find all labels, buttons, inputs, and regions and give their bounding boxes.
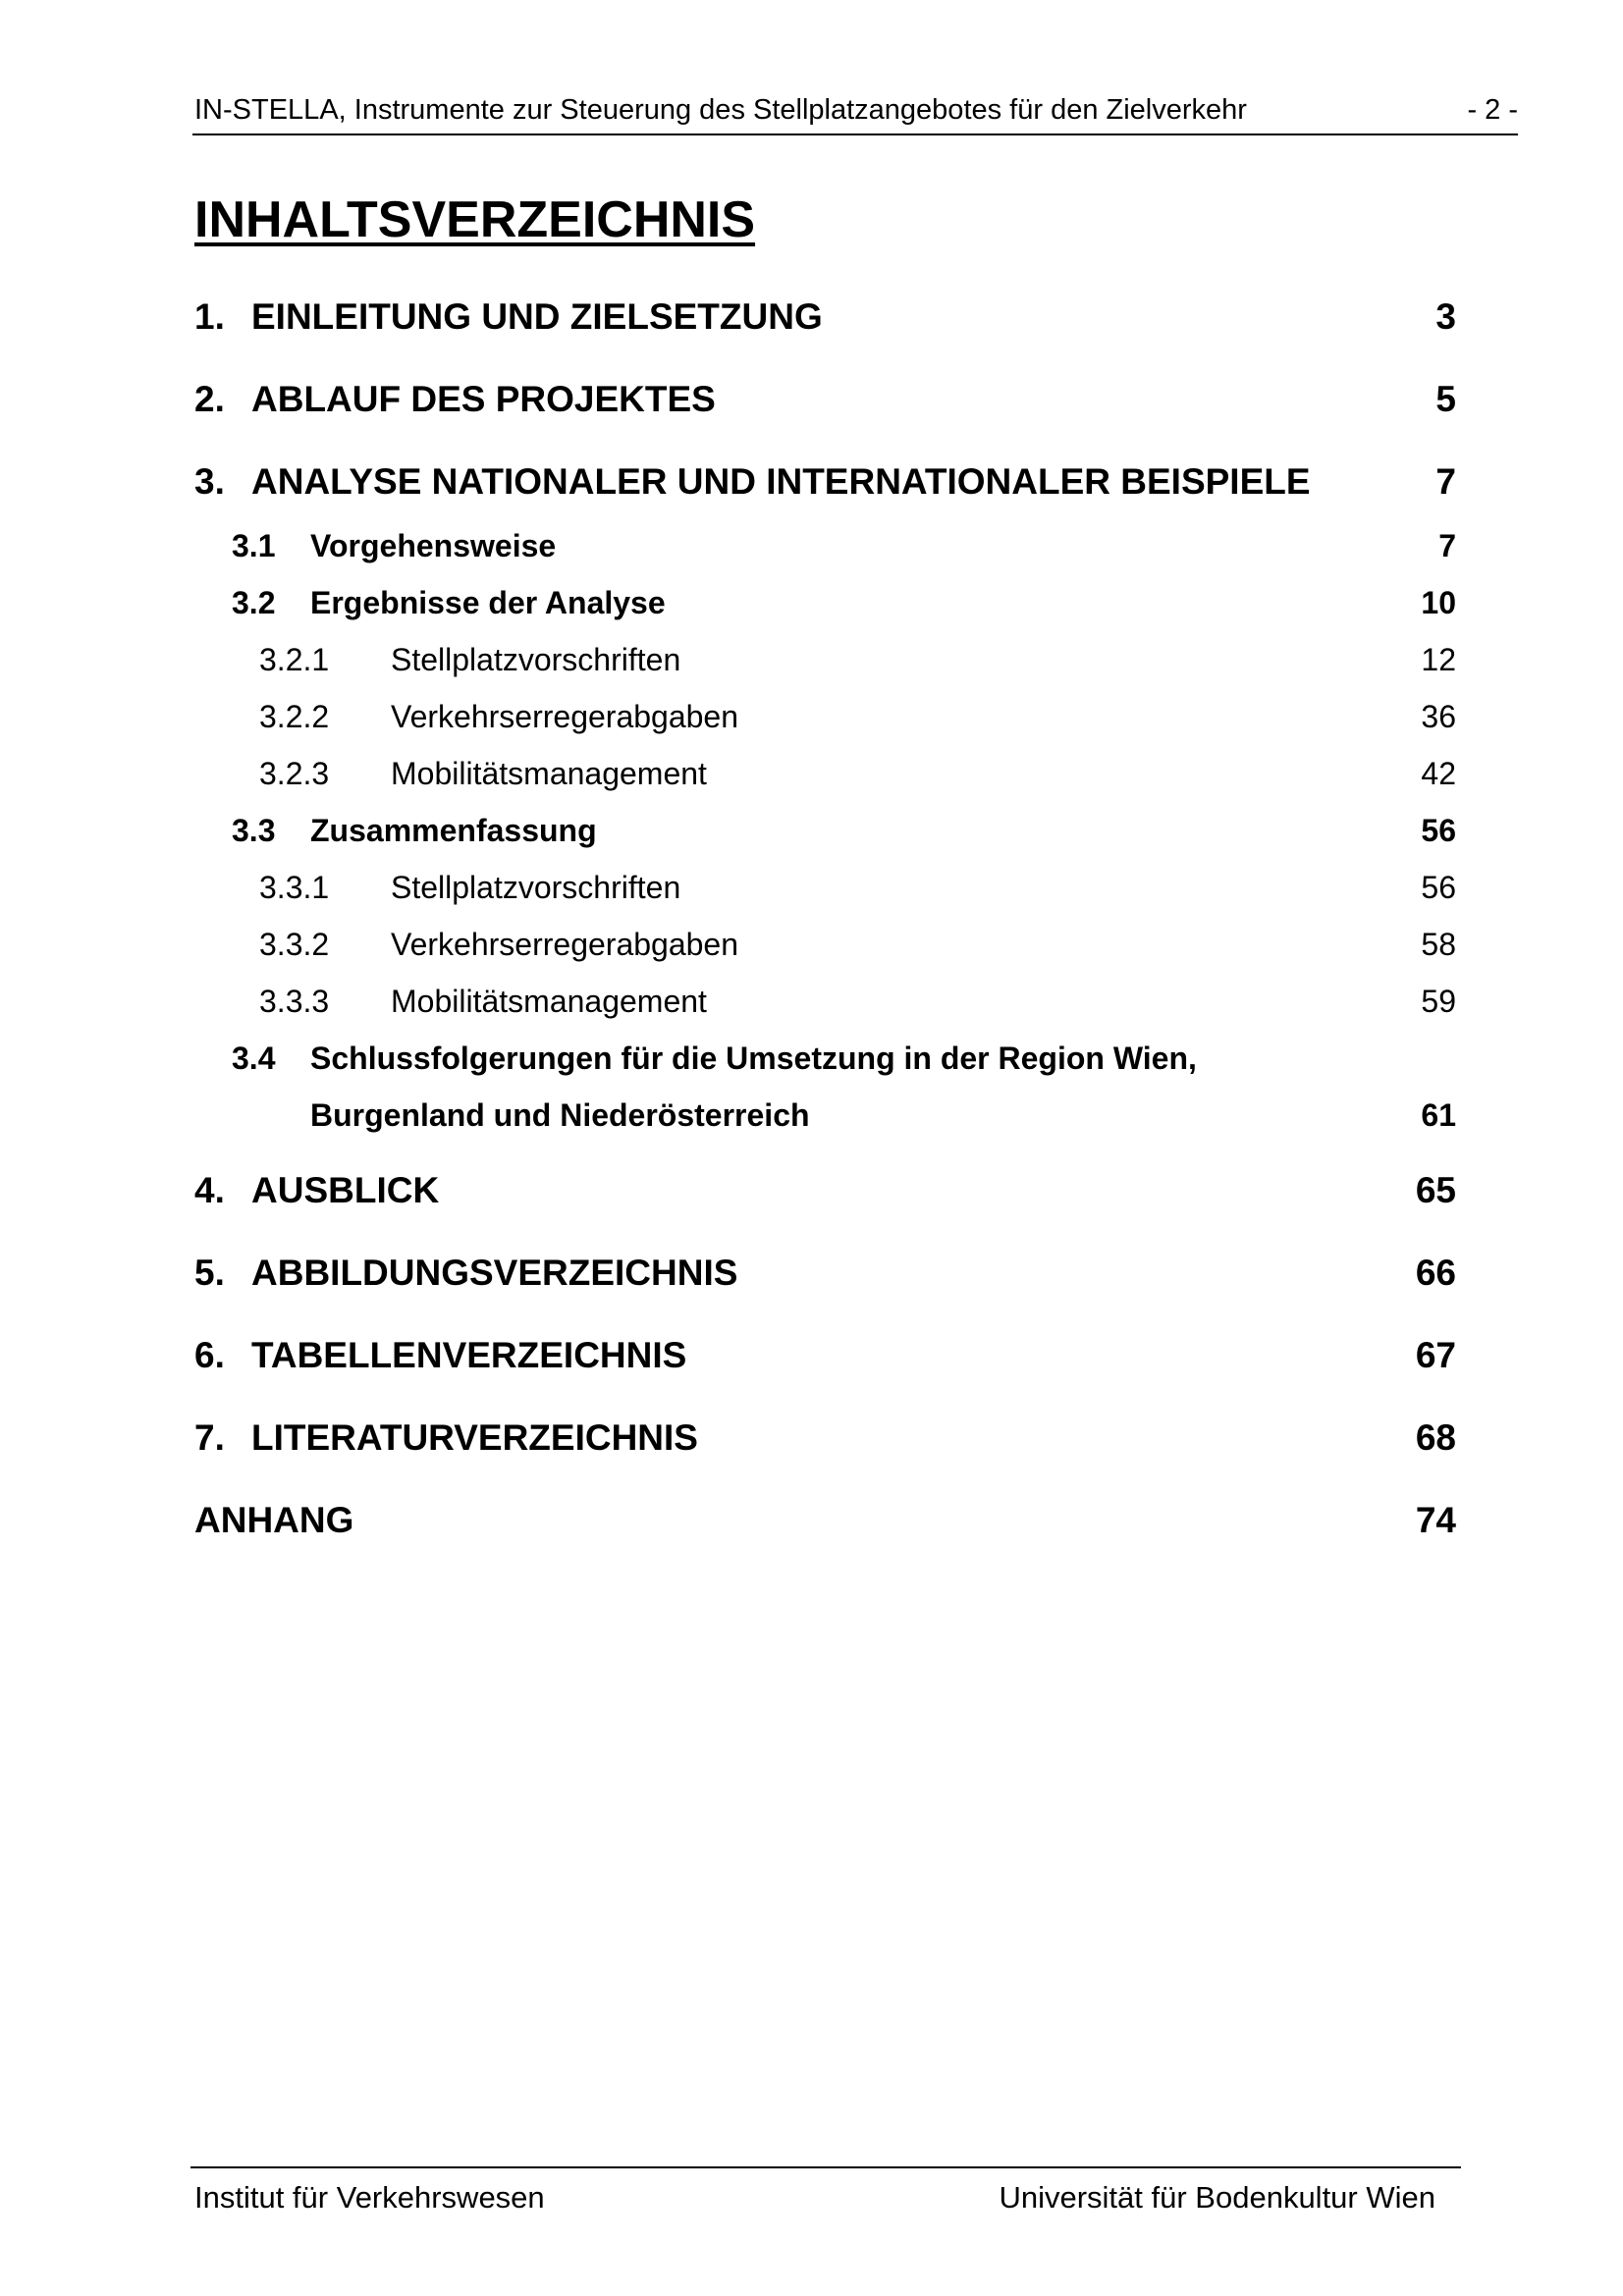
toc-entry-page: 3 xyxy=(1435,296,1456,337)
toc-entry-3-3-3[interactable] xyxy=(0,984,1623,1042)
footer-institute: Institut für Verkehrswesen xyxy=(194,2180,545,2215)
toc-entry-page: 67 xyxy=(1415,1335,1456,1375)
toc-entry-3-3-1[interactable] xyxy=(0,870,1623,929)
toc-entry-3-4[interactable] xyxy=(0,1041,1623,1099)
toc-entry-number: 4. xyxy=(194,1170,225,1210)
toc-entry-page: 12 xyxy=(1421,642,1456,677)
toc-entry-title: Verkehrserregerabgaben xyxy=(391,927,739,962)
toc-entry-6[interactable] xyxy=(0,1335,1623,1394)
toc-entry-title: AUSBLICK xyxy=(251,1170,440,1210)
toc-entry-number: 3.3.3 xyxy=(259,984,330,1019)
toc-entry-number: 3.4 xyxy=(232,1041,276,1076)
toc-entry-anhang[interactable] xyxy=(0,1500,1623,1559)
toc-entry-5[interactable] xyxy=(0,1253,1623,1311)
toc-entry-number: 3.2.3 xyxy=(259,756,330,791)
toc-entry-2[interactable] xyxy=(0,379,1623,438)
toc-entry-title: Vorgehensweise xyxy=(310,528,557,563)
toc-entry-page: 66 xyxy=(1415,1253,1456,1293)
page-footer xyxy=(190,2166,1461,2227)
toc-entry-number: 1. xyxy=(194,296,225,337)
toc-entry-page: 5 xyxy=(1435,379,1456,419)
toc-entry-page: 74 xyxy=(1415,1500,1456,1540)
toc-entry-title: Stellplatzvorschriften xyxy=(391,870,681,905)
toc-entry-page: 58 xyxy=(1421,927,1456,962)
toc-entry-page: 56 xyxy=(1421,813,1456,848)
toc-entry-3-2-3[interactable] xyxy=(0,756,1623,815)
toc-entry-page: 36 xyxy=(1421,699,1456,734)
toc-entry-7[interactable] xyxy=(0,1417,1623,1476)
toc-entry-title: ANALYSE NATIONALER UND INTERNATIONALER BEISPIELE xyxy=(251,461,1311,502)
toc-entry-title: ABBILDUNGSVERZEICHNIS xyxy=(251,1253,738,1293)
toc-entry-3[interactable] xyxy=(0,461,1623,520)
toc-entry-number: 5. xyxy=(194,1253,225,1293)
header-page-number: - 2 - xyxy=(1467,94,1518,126)
toc-entry-page: 61 xyxy=(1421,1097,1456,1133)
toc-entry-title: ANHANG xyxy=(194,1500,354,1540)
toc-entry-page: 7 xyxy=(1438,528,1456,563)
toc-entry-3-3[interactable] xyxy=(0,813,1623,872)
toc-entry-title: EINLEITUNG UND ZIELSETZUNG xyxy=(251,296,823,337)
toc-entry-title: Mobilitätsmanagement xyxy=(391,756,707,791)
toc-entry-number: 3.3.1 xyxy=(259,870,330,905)
toc-entry-page: 56 xyxy=(1421,870,1456,905)
toc-entry-page: 68 xyxy=(1415,1417,1456,1458)
toc-entry-3-2-1[interactable] xyxy=(0,642,1623,701)
header-title: IN-STELLA, Instrumente zur Steuerung des Stellplatzangebotes für den Zielverkehr xyxy=(194,94,1247,126)
toc-entry-number: 3.2.2 xyxy=(259,699,330,734)
toc-entry-number: 3.3 xyxy=(232,813,276,848)
toc-entry-page: 59 xyxy=(1421,984,1456,1019)
toc-entry-title: LITERATURVERZEICHNIS xyxy=(251,1417,698,1458)
toc-entry-page: 65 xyxy=(1415,1170,1456,1210)
toc-entry-3-2[interactable] xyxy=(0,585,1623,644)
toc-entry-number: 3. xyxy=(194,461,225,502)
toc-entry-title: Ergebnisse der Analyse xyxy=(310,585,666,620)
toc-entry-number: 3.2 xyxy=(232,585,276,620)
toc-entry-number: 3.3.2 xyxy=(259,927,330,962)
toc-entry-title: Schlussfolgerungen für die Umsetzung in der Region Wien, xyxy=(310,1041,1197,1076)
toc-entry-title: Mobilitätsmanagement xyxy=(391,984,707,1019)
toc-entry-title: Verkehrserregerabgaben xyxy=(391,699,739,734)
toc-heading: INHALTSVERZEICHNIS xyxy=(194,191,756,248)
toc-entry-page: 7 xyxy=(1435,461,1456,502)
toc-entry-title: TABELLENVERZEICHNIS xyxy=(251,1335,687,1375)
toc-entry-3-3-2[interactable] xyxy=(0,927,1623,986)
toc-entry-number: 6. xyxy=(194,1335,225,1375)
toc-entry-number: 7. xyxy=(194,1417,225,1458)
footer-university: Universität für Bodenkultur Wien xyxy=(999,2180,1435,2215)
toc-entry-1[interactable] xyxy=(0,296,1623,355)
toc-entry-3-4-continued[interactable] xyxy=(0,1097,1623,1156)
toc-entry-title-continued: Burgenland und Niederösterreich xyxy=(310,1097,810,1133)
toc-entry-3-2-2[interactable] xyxy=(0,699,1623,758)
toc-entry-4[interactable] xyxy=(0,1170,1623,1229)
toc-entry-title: Zusammenfassung xyxy=(310,813,597,848)
toc-entry-3-1[interactable] xyxy=(0,528,1623,587)
toc-entry-number: 2. xyxy=(194,379,225,419)
toc-entry-number: 3.1 xyxy=(232,528,276,563)
toc-entry-title: ABLAUF DES PROJEKTES xyxy=(251,379,716,419)
toc-entry-page: 10 xyxy=(1421,585,1456,620)
toc-entry-page: 42 xyxy=(1421,756,1456,791)
toc-entry-number: 3.2.1 xyxy=(259,642,330,677)
toc-entry-title: Stellplatzvorschriften xyxy=(391,642,681,677)
